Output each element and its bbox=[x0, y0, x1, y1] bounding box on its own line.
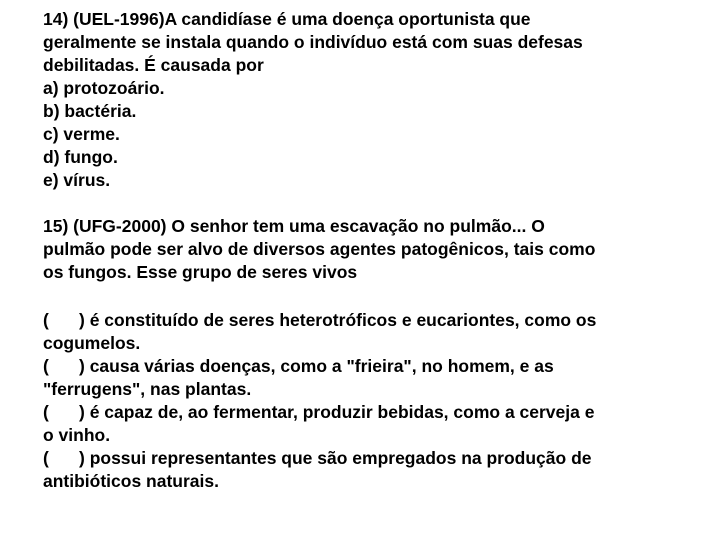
statement-4-continuation: antibióticos naturais. bbox=[43, 471, 219, 491]
option-e: e) vírus. bbox=[43, 170, 111, 190]
statement-3-blank: ( bbox=[43, 402, 49, 422]
statement-2-text: ) causa várias doenças, como a "frieira", no homem, e as bbox=[79, 356, 554, 376]
statement-3 bbox=[43, 401, 708, 447]
question-15-stem-line-1: 15) (UFG-2000) O senhor tem uma escavação no pulmão... O bbox=[43, 216, 545, 236]
statement-1-text: ) é constituído de seres heterotróficos e eucariontes, como os bbox=[79, 310, 597, 330]
question-14-stem-line-1: 14) (UEL-1996)A candidíase é uma doença oportunista que bbox=[43, 9, 531, 29]
question-14-options bbox=[43, 77, 708, 192]
statement-3-continuation: o vinho. bbox=[43, 425, 111, 445]
option-c: c) verme. bbox=[43, 124, 120, 144]
question-14-stem-line-2: geralmente se instala quando o indivíduo está com suas defesas bbox=[43, 32, 583, 52]
question-14-stem-line-3: debilitadas. É causada por bbox=[43, 55, 264, 75]
question-15-stem-line-2: pulmão pode ser alvo de diversos agentes patogênicos, tais como bbox=[43, 239, 596, 259]
question-15 bbox=[43, 215, 708, 493]
statement-3-text: ) é capaz de, ao fermentar, produzir bebidas, como a cerveja e bbox=[79, 402, 595, 422]
statement-4-text: ) possui representantes que são empregados na produção de bbox=[79, 448, 592, 468]
statement-4-blank: ( bbox=[43, 448, 49, 468]
option-d: d) fungo. bbox=[43, 147, 118, 167]
statement-4 bbox=[43, 447, 708, 493]
statement-2 bbox=[43, 355, 708, 401]
statement-2-blank: ( bbox=[43, 356, 49, 376]
statement-1-continuation: cogumelos. bbox=[43, 333, 141, 353]
statement-1-blank: ( bbox=[43, 310, 49, 330]
question-15-stem-line-3: os fungos. Esse grupo de seres vivos bbox=[43, 262, 358, 282]
statement-2-continuation: "ferrugens", nas plantas. bbox=[43, 379, 252, 399]
statement-1 bbox=[43, 309, 708, 355]
question-14 bbox=[43, 8, 708, 192]
option-b: b) bactéria. bbox=[43, 101, 137, 121]
question-15-statements bbox=[43, 309, 708, 493]
option-a: a) protozoário. bbox=[43, 78, 165, 98]
document-page bbox=[43, 8, 708, 493]
